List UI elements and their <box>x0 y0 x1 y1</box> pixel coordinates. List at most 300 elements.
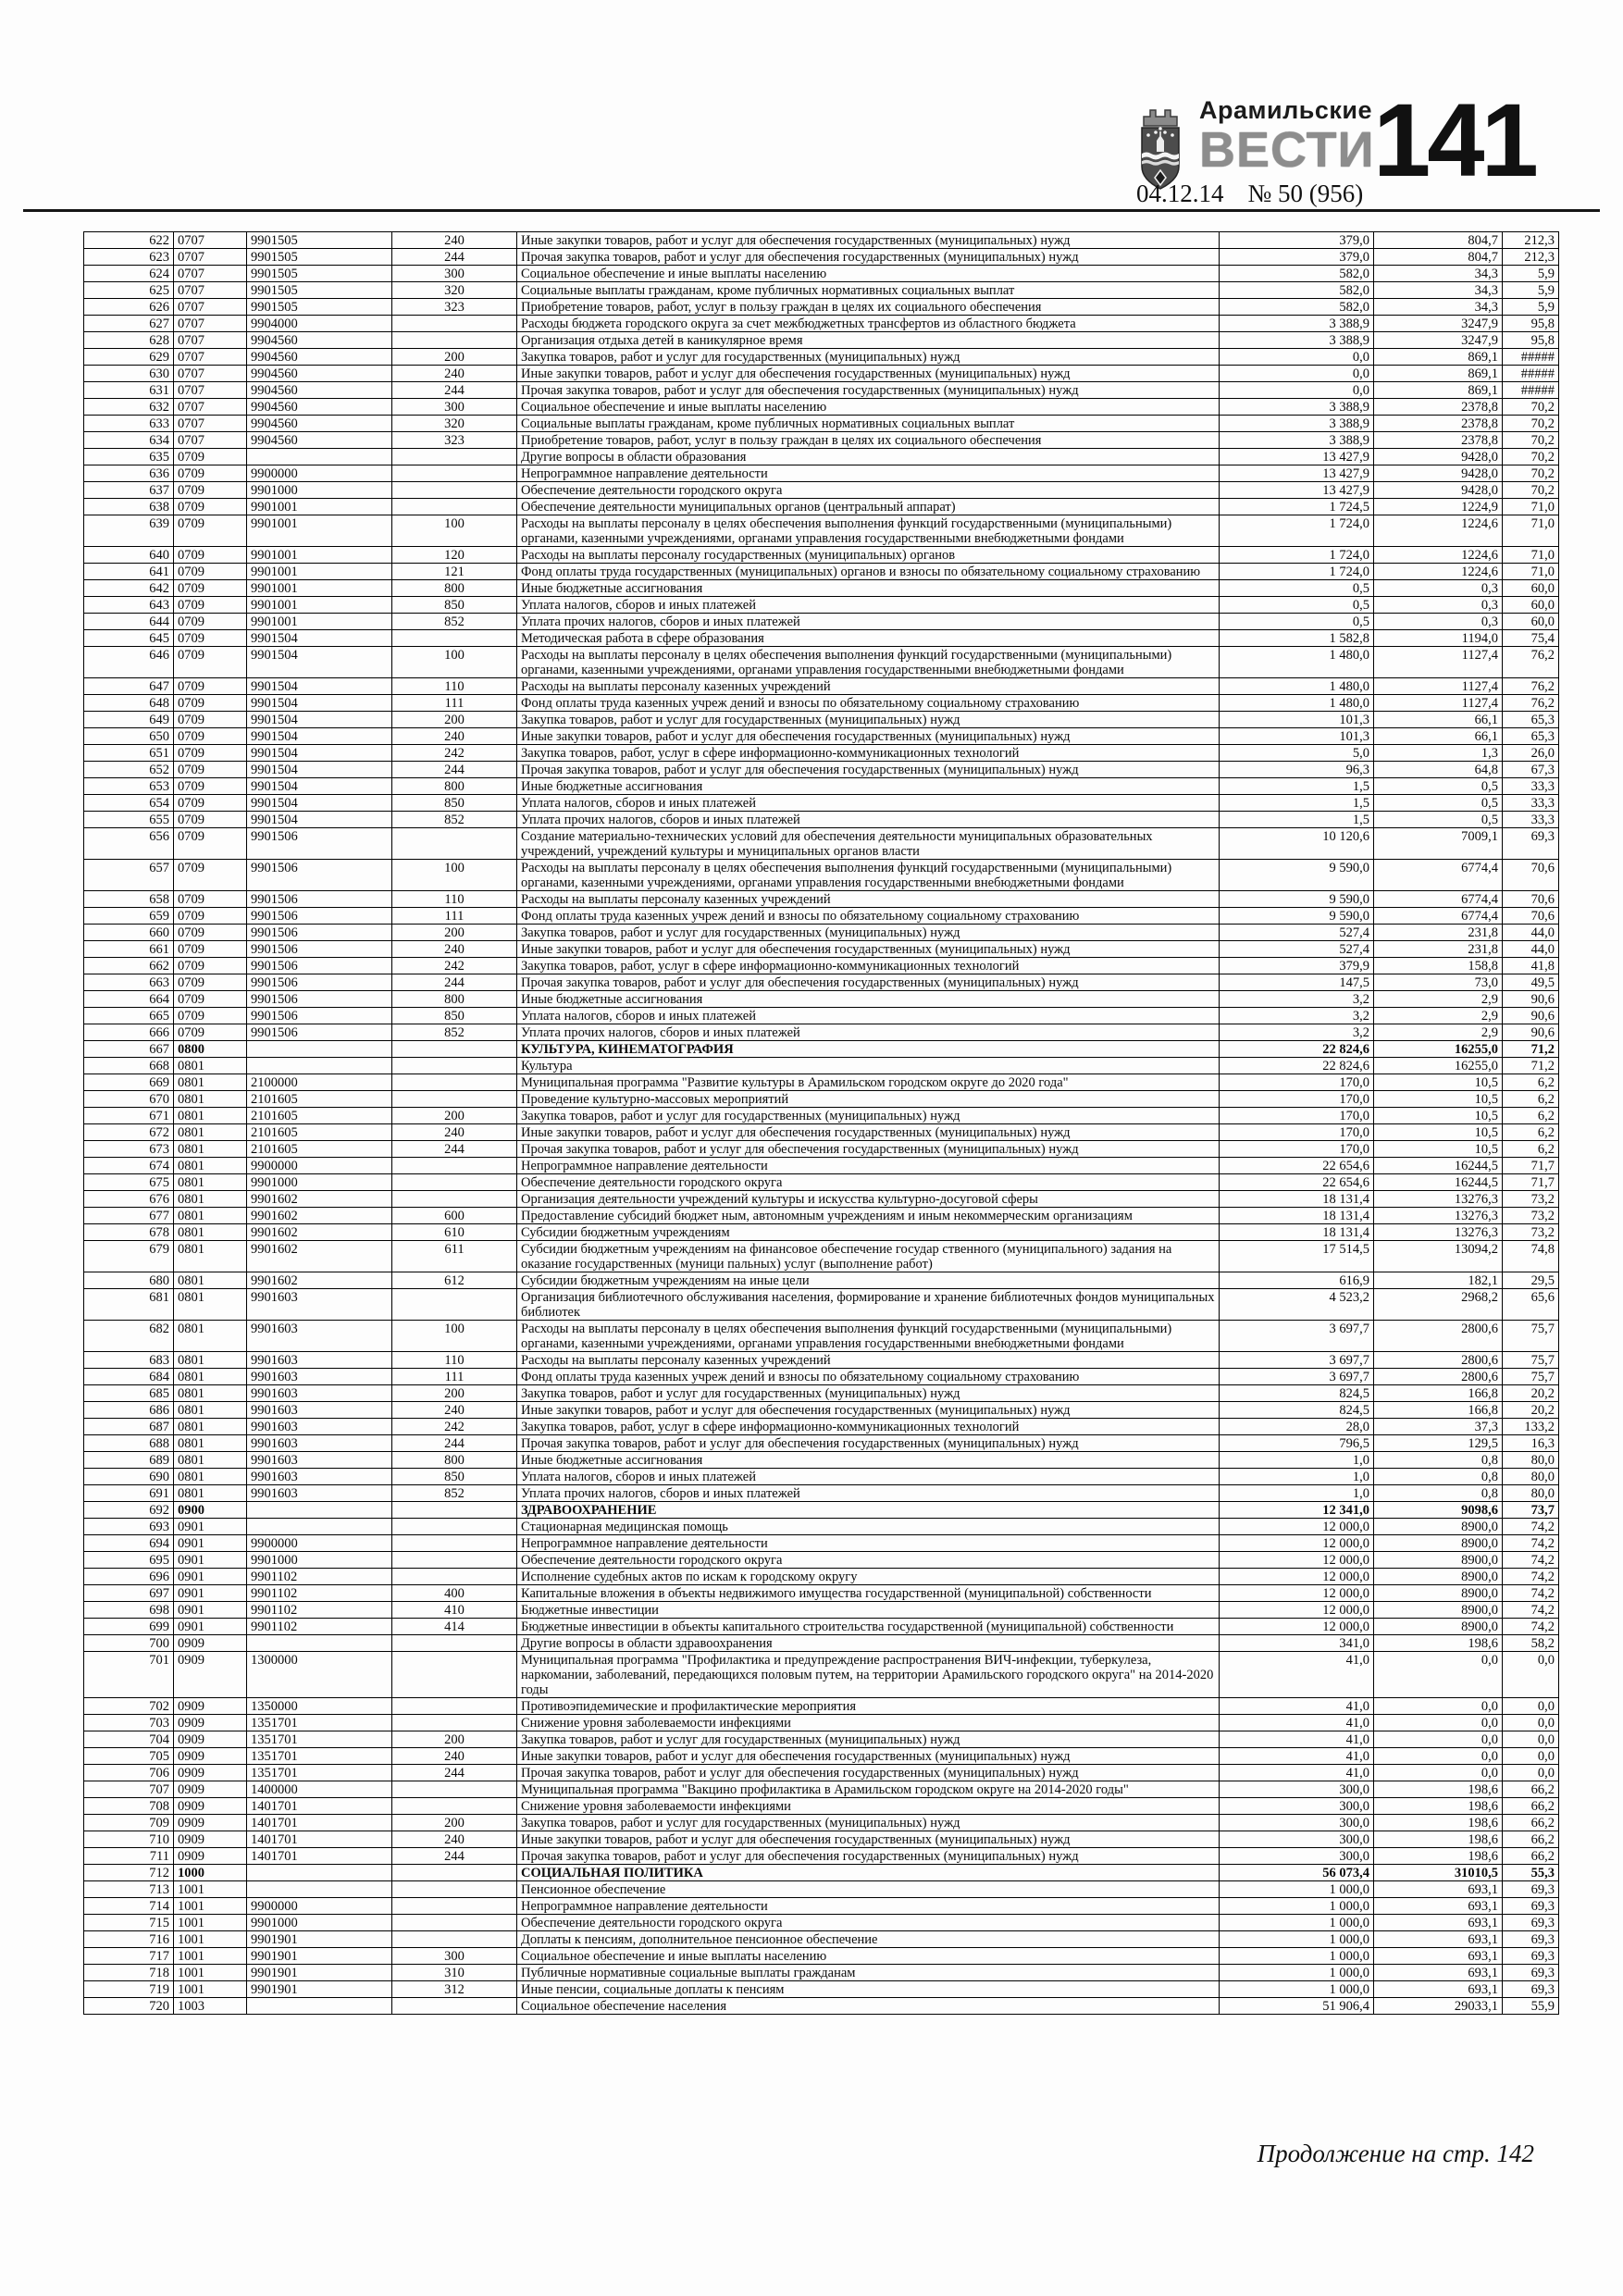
row-number-cell: 698 <box>84 1602 174 1619</box>
expense-name-cell: Расходы на выплаты персоналу в целях обеспечения выполнения функций государственными (муниципальными) органами, казенными учреждениями, органами управления государственными внебюджетными фондами <box>517 647 1220 678</box>
expense-name-cell: Противоэпидемические и профилактические мероприятия <box>517 1698 1220 1715</box>
expense-name-cell: Прочая закупка товаров, работ и услуг для обеспечения государственных (муниципальных) нужд <box>517 762 1220 778</box>
row-number-cell: 718 <box>84 1965 174 1981</box>
table-row <box>84 249 1559 266</box>
section-code-cell: 0709 <box>174 728 247 745</box>
section-code-cell: 0801 <box>174 1241 247 1272</box>
target-article-cell: 9901000 <box>247 482 392 499</box>
expense-name-cell: Расходы на выплаты персоналу в целях обеспечения выполнения функций государственными (муниципальными) органами, казенными учреждениями, органами управления государственными внебюджетными фондами <box>517 860 1220 891</box>
target-article-cell: 9904560 <box>247 432 392 449</box>
expense-name-cell: Социальное обеспечение и иные выплаты населению <box>517 1948 1220 1965</box>
section-code-cell: 0707 <box>174 399 247 416</box>
percent-cell: 71,0 <box>1503 564 1559 580</box>
expense-name-cell: Прочая закупка товаров, работ и услуг для обеспечения государственных (муниципальных) нужд <box>517 1848 1220 1865</box>
expense-name-cell: Иные закупки товаров, работ и услуг для обеспечения государственных (муниципальных) нужд <box>517 366 1220 382</box>
fact-amount-cell: 693,1 <box>1374 1915 1503 1931</box>
target-article-cell: 9901504 <box>247 745 392 762</box>
expense-name-cell: Расходы на выплаты персоналу казенных учреждений <box>517 891 1220 908</box>
fact-amount-cell: 0,8 <box>1374 1485 1503 1502</box>
row-number-cell: 715 <box>84 1915 174 1931</box>
expense-name-cell: Проведение культурно-массовых мероприятий <box>517 1091 1220 1108</box>
percent-cell: 74,2 <box>1503 1535 1559 1552</box>
fact-amount-cell: 0,5 <box>1374 778 1503 795</box>
table-row <box>84 580 1559 597</box>
row-number-cell: 668 <box>84 1058 174 1074</box>
target-article-cell: 9901102 <box>247 1585 392 1602</box>
row-number-cell: 627 <box>84 316 174 332</box>
expense-type-cell: 300 <box>392 1948 517 1965</box>
expense-name-cell: Непрограммное направление деятельности <box>517 465 1220 482</box>
target-article-cell: 2101605 <box>247 1091 392 1108</box>
target-article-cell: 9901603 <box>247 1289 392 1321</box>
percent-cell: 70,2 <box>1503 449 1559 465</box>
percent-cell: 71,7 <box>1503 1158 1559 1174</box>
table-row <box>84 1915 1559 1931</box>
table-row <box>84 1552 1559 1569</box>
expense-type-cell <box>392 499 517 515</box>
row-number-cell: 626 <box>84 299 174 316</box>
fact-amount-cell: 0,0 <box>1374 1652 1503 1698</box>
table-row <box>84 416 1559 432</box>
expense-type-cell <box>392 1652 517 1698</box>
expense-name-cell: Иные бюджетные ассигнования <box>517 778 1220 795</box>
plan-amount-cell: 1 724,0 <box>1220 547 1374 564</box>
fact-amount-cell: 869,1 <box>1374 349 1503 366</box>
plan-amount-cell: 1 000,0 <box>1220 1948 1374 1965</box>
row-number-cell: 678 <box>84 1224 174 1241</box>
expense-type-cell <box>392 316 517 332</box>
expense-name-cell: СОЦИАЛЬНАЯ ПОЛИТИКА <box>517 1865 1220 1881</box>
section-code-cell: 0909 <box>174 1715 247 1731</box>
target-article-cell: 9901603 <box>247 1352 392 1369</box>
percent-cell: 0,0 <box>1503 1765 1559 1781</box>
expense-type-cell: 244 <box>392 1435 517 1452</box>
expense-type-cell: 244 <box>392 974 517 991</box>
expense-name-cell: Расходы на выплаты персоналу казенных учреждений <box>517 1352 1220 1369</box>
target-article-cell: 9901603 <box>247 1369 392 1385</box>
target-article-cell: 9901000 <box>247 1915 392 1931</box>
expense-name-cell: Иные закупки товаров, работ и услуг для обеспечения государственных (муниципальных) нужд <box>517 1831 1220 1848</box>
row-number-cell: 635 <box>84 449 174 465</box>
expense-type-cell: 800 <box>392 580 517 597</box>
percent-cell: 75,7 <box>1503 1352 1559 1369</box>
section-code-cell: 0801 <box>174 1224 247 1241</box>
row-number-cell: 696 <box>84 1569 174 1585</box>
fact-amount-cell: 2,9 <box>1374 1008 1503 1024</box>
row-number-cell: 634 <box>84 432 174 449</box>
table-row <box>84 778 1559 795</box>
plan-amount-cell: 824,5 <box>1220 1385 1374 1402</box>
plan-amount-cell: 3 388,9 <box>1220 332 1374 349</box>
table-row <box>84 1402 1559 1419</box>
expense-type-cell: 100 <box>392 647 517 678</box>
section-code-cell: 0801 <box>174 1352 247 1369</box>
plan-amount-cell: 0,0 <box>1220 366 1374 382</box>
expense-name-cell: Фонд оплаты труда казенных учреж дений и взносы по обязательному социальному страхованию <box>517 908 1220 925</box>
target-article-cell: 9901102 <box>247 1569 392 1585</box>
target-article-cell: 9904560 <box>247 399 392 416</box>
table-row <box>84 1831 1559 1848</box>
section-code-cell: 0709 <box>174 891 247 908</box>
percent-cell: 33,3 <box>1503 778 1559 795</box>
expense-name-cell: Социальное обеспечение населения <box>517 1998 1220 2015</box>
expense-name-cell: Социальные выплаты гражданам, кроме публичных нормативных социальных выплат <box>517 416 1220 432</box>
expense-name-cell: Предоставление субсидий бюджет ным, автономным учреждениям и иным некоммерческим организациям <box>517 1208 1220 1224</box>
fact-amount-cell: 7009,1 <box>1374 828 1503 860</box>
percent-cell: 74,8 <box>1503 1241 1559 1272</box>
expense-name-cell: Фонд оплаты труда казенных учреж дений и взносы по обязательному социальному страхованию <box>517 695 1220 712</box>
fact-amount-cell: 1127,4 <box>1374 695 1503 712</box>
fact-amount-cell: 64,8 <box>1374 762 1503 778</box>
table-row <box>84 1452 1559 1469</box>
expense-name-cell: Исполнение судебных актов по искам к городскому округу <box>517 1569 1220 1585</box>
expense-name-cell: Прочая закупка товаров, работ и услуг для обеспечения государственных (муниципальных) нужд <box>517 974 1220 991</box>
table-row <box>84 1965 1559 1981</box>
expense-name-cell: Расходы на выплаты персоналу государственных (муниципальных) органов <box>517 547 1220 564</box>
percent-cell: 0,0 <box>1503 1748 1559 1765</box>
row-number-cell: 680 <box>84 1272 174 1289</box>
expense-type-cell <box>392 1715 517 1731</box>
percent-cell: 66,2 <box>1503 1798 1559 1815</box>
target-article-cell <box>247 1519 392 1535</box>
percent-cell: 66,2 <box>1503 1831 1559 1848</box>
target-article-cell: 9901504 <box>247 728 392 745</box>
plan-amount-cell: 300,0 <box>1220 1848 1374 1865</box>
table-row <box>84 1289 1559 1321</box>
fact-amount-cell: 66,1 <box>1374 712 1503 728</box>
fact-amount-cell: 8900,0 <box>1374 1535 1503 1552</box>
table-row <box>84 1569 1559 1585</box>
table-row <box>84 1321 1559 1352</box>
section-code-cell: 0801 <box>174 1369 247 1385</box>
fact-amount-cell: 8900,0 <box>1374 1619 1503 1635</box>
fact-amount-cell: 0,5 <box>1374 812 1503 828</box>
issue-number: № 50 (956) <box>1247 180 1364 207</box>
section-code-cell: 0801 <box>174 1091 247 1108</box>
target-article-cell <box>247 449 392 465</box>
section-code-cell: 0707 <box>174 316 247 332</box>
expense-type-cell: 850 <box>392 1008 517 1024</box>
table-row <box>84 1091 1559 1108</box>
fact-amount-cell: 10,5 <box>1374 1108 1503 1124</box>
plan-amount-cell: 3,2 <box>1220 1008 1374 1024</box>
section-code-cell: 1001 <box>174 1898 247 1915</box>
plan-amount-cell: 300,0 <box>1220 1831 1374 1848</box>
table-row <box>84 1602 1559 1619</box>
table-row <box>84 349 1559 366</box>
expense-type-cell <box>392 1698 517 1715</box>
target-article-cell: 9904560 <box>247 349 392 366</box>
plan-amount-cell: 41,0 <box>1220 1765 1374 1781</box>
expense-type-cell: 400 <box>392 1585 517 1602</box>
target-article-cell: 2101605 <box>247 1124 392 1141</box>
table-row <box>84 925 1559 941</box>
section-code-cell: 0901 <box>174 1552 247 1569</box>
percent-cell: 69,3 <box>1503 1965 1559 1981</box>
expense-type-cell: 852 <box>392 812 517 828</box>
table-row <box>84 1948 1559 1965</box>
expense-type-cell: 110 <box>392 1352 517 1369</box>
fact-amount-cell: 1127,4 <box>1374 647 1503 678</box>
expense-type-cell <box>392 1781 517 1798</box>
target-article-cell: 9901504 <box>247 647 392 678</box>
section-code-cell: 0801 <box>174 1074 247 1091</box>
row-number-cell: 624 <box>84 266 174 282</box>
row-number-cell: 666 <box>84 1024 174 1041</box>
plan-amount-cell: 1 724,0 <box>1220 564 1374 580</box>
expense-name-cell: Бюджетные инвестиции <box>517 1602 1220 1619</box>
target-article-cell: 9901506 <box>247 941 392 958</box>
expense-name-cell: Иные закупки товаров, работ и услуг для обеспечения государственных (муниципальных) нужд <box>517 232 1220 249</box>
plan-amount-cell: 18 131,4 <box>1220 1224 1374 1241</box>
expense-name-cell: Закупка товаров, работ и услуг для государственных (муниципальных) нужд <box>517 1385 1220 1402</box>
plan-amount-cell: 12 000,0 <box>1220 1585 1374 1602</box>
expense-type-cell: 850 <box>392 1469 517 1485</box>
table-row <box>84 1141 1559 1158</box>
row-number-cell: 709 <box>84 1815 174 1831</box>
expense-type-cell <box>392 465 517 482</box>
percent-cell: 60,0 <box>1503 614 1559 630</box>
table-row <box>84 1158 1559 1174</box>
section-code-cell: 1001 <box>174 1881 247 1898</box>
row-number-cell: 685 <box>84 1385 174 1402</box>
expense-name-cell: Расходы на выплаты персоналу казенных учреждений <box>517 678 1220 695</box>
target-article-cell: 9900000 <box>247 1158 392 1174</box>
plan-amount-cell: 9 590,0 <box>1220 908 1374 925</box>
table-row <box>84 1108 1559 1124</box>
expense-name-cell: Уплата налогов, сборов и иных платежей <box>517 795 1220 812</box>
expense-type-cell: 240 <box>392 1402 517 1419</box>
plan-amount-cell: 3 388,9 <box>1220 432 1374 449</box>
table-row <box>84 941 1559 958</box>
row-number-cell: 714 <box>84 1898 174 1915</box>
row-number-cell: 660 <box>84 925 174 941</box>
plan-amount-cell: 9 590,0 <box>1220 891 1374 908</box>
plan-amount-cell: 582,0 <box>1220 266 1374 282</box>
plan-amount-cell: 582,0 <box>1220 299 1374 316</box>
target-article-cell: 9901602 <box>247 1191 392 1208</box>
expense-name-cell: Уплата налогов, сборов и иных платежей <box>517 1008 1220 1024</box>
table-row <box>84 991 1559 1008</box>
percent-cell: ##### <box>1503 382 1559 399</box>
row-number-cell: 675 <box>84 1174 174 1191</box>
row-number-cell: 705 <box>84 1748 174 1765</box>
row-number-cell: 645 <box>84 630 174 647</box>
section-code-cell: 0709 <box>174 482 247 499</box>
plan-amount-cell: 1 480,0 <box>1220 678 1374 695</box>
fact-amount-cell: 1224,6 <box>1374 547 1503 564</box>
fact-amount-cell: 6774,4 <box>1374 891 1503 908</box>
expense-type-cell: 410 <box>392 1602 517 1619</box>
table-row <box>84 1535 1559 1552</box>
expense-name-cell: Капитальные вложения в объекты недвижимого имущества государственной (муниципальной) собственности <box>517 1585 1220 1602</box>
target-article-cell: 9901506 <box>247 860 392 891</box>
page-number: 141 <box>1373 82 1535 198</box>
table-row <box>84 908 1559 925</box>
section-code-cell: 0707 <box>174 416 247 432</box>
section-code-cell: 0709 <box>174 974 247 991</box>
expense-name-cell: Иные закупки товаров, работ и услуг для обеспечения государственных (муниципальных) нужд <box>517 728 1220 745</box>
expense-type-cell <box>392 482 517 499</box>
expense-name-cell: Уплата прочих налогов, сборов и иных платежей <box>517 614 1220 630</box>
expense-type-cell <box>392 1502 517 1519</box>
percent-cell: 90,6 <box>1503 991 1559 1008</box>
target-article-cell: 9901505 <box>247 249 392 266</box>
newspaper-name <box>1199 96 1375 178</box>
expense-type-cell: 612 <box>392 1272 517 1289</box>
row-number-cell: 708 <box>84 1798 174 1815</box>
row-number-cell: 686 <box>84 1402 174 1419</box>
section-code-cell: 0709 <box>174 908 247 925</box>
section-code-cell: 0709 <box>174 580 247 597</box>
row-number-cell: 625 <box>84 282 174 299</box>
fact-amount-cell: 1224,9 <box>1374 499 1503 515</box>
plan-amount-cell: 12 000,0 <box>1220 1602 1374 1619</box>
expense-name-cell: Социальные выплаты гражданам, кроме публичных нормативных социальных выплат <box>517 282 1220 299</box>
plan-amount-cell: 1 000,0 <box>1220 1898 1374 1915</box>
expense-type-cell: 852 <box>392 1024 517 1041</box>
expense-name-cell: Уплата прочих налогов, сборов и иных платежей <box>517 1485 1220 1502</box>
fact-amount-cell: 198,6 <box>1374 1815 1503 1831</box>
target-article-cell: 9904000 <box>247 316 392 332</box>
expense-name-cell: Обеспечение деятельности городского округа <box>517 1174 1220 1191</box>
target-article-cell: 9901603 <box>247 1485 392 1502</box>
plan-amount-cell: 51 906,4 <box>1220 1998 1374 2015</box>
section-code-cell: 0709 <box>174 695 247 712</box>
percent-cell: 6,2 <box>1503 1074 1559 1091</box>
row-number-cell: 653 <box>84 778 174 795</box>
row-number-cell: 716 <box>84 1931 174 1948</box>
table-row <box>84 712 1559 728</box>
target-article-cell: 9901506 <box>247 908 392 925</box>
continuation-note: Продолжение на стр. 142 <box>1257 2140 1534 2167</box>
expense-name-cell: Организация отдыха детей в каникулярное время <box>517 332 1220 349</box>
percent-cell: 70,6 <box>1503 891 1559 908</box>
target-article-cell: 9904560 <box>247 416 392 432</box>
section-code-cell: 0909 <box>174 1731 247 1748</box>
plan-amount-cell: 41,0 <box>1220 1698 1374 1715</box>
fact-amount-cell: 0,0 <box>1374 1731 1503 1748</box>
section-code-cell: 0709 <box>174 925 247 941</box>
table-row <box>84 1881 1559 1898</box>
percent-cell: 74,2 <box>1503 1552 1559 1569</box>
expense-type-cell: 110 <box>392 678 517 695</box>
fact-amount-cell: 29033,1 <box>1374 1998 1503 2015</box>
percent-cell: 80,0 <box>1503 1485 1559 1502</box>
row-number-cell: 707 <box>84 1781 174 1798</box>
section-code-cell: 1003 <box>174 1998 247 2015</box>
expense-type-cell: 244 <box>392 762 517 778</box>
expense-type-cell: 240 <box>392 366 517 382</box>
expense-name-cell: Субсидии бюджетным учреждениям на финансовое обеспечение государ ственного (муниципального) задания на оказание государственных (муници пальных) услуг (выполнение работ) <box>517 1241 1220 1272</box>
fact-amount-cell: 34,3 <box>1374 299 1503 316</box>
expense-type-cell <box>392 1552 517 1569</box>
percent-cell: 70,2 <box>1503 482 1559 499</box>
target-article-cell: 9901506 <box>247 974 392 991</box>
fact-amount-cell: 166,8 <box>1374 1385 1503 1402</box>
row-number-cell: 650 <box>84 728 174 745</box>
percent-cell: 76,2 <box>1503 695 1559 712</box>
expense-type-cell: 200 <box>392 1731 517 1748</box>
target-article-cell <box>247 1041 392 1058</box>
expense-name-cell: Уплата прочих налогов, сборов и иных платежей <box>517 812 1220 828</box>
target-article-cell: 9901506 <box>247 891 392 908</box>
row-number-cell: 687 <box>84 1419 174 1435</box>
expense-name-cell: Обеспечение деятельности городского округа <box>517 482 1220 499</box>
section-code-cell: 0801 <box>174 1124 247 1141</box>
percent-cell: 73,2 <box>1503 1191 1559 1208</box>
table-row <box>84 399 1559 416</box>
newspaper-name-main: ВЕСТИ <box>1199 122 1375 178</box>
expense-type-cell: 200 <box>392 349 517 366</box>
plan-amount-cell: 379,9 <box>1220 958 1374 974</box>
row-number-cell: 623 <box>84 249 174 266</box>
expense-type-cell: 600 <box>392 1208 517 1224</box>
expense-type-cell <box>392 1569 517 1585</box>
section-code-cell: 0709 <box>174 1024 247 1041</box>
percent-cell: 65,3 <box>1503 728 1559 745</box>
table-row <box>84 482 1559 499</box>
percent-cell: 65,6 <box>1503 1289 1559 1321</box>
target-article-cell: 1351701 <box>247 1765 392 1781</box>
expense-name-cell: Снижение уровня заболеваемости инфекциями <box>517 1798 1220 1815</box>
row-number-cell: 657 <box>84 860 174 891</box>
table-row <box>84 282 1559 299</box>
table-row <box>84 1502 1559 1519</box>
target-article-cell: 9904560 <box>247 382 392 399</box>
expense-type-cell <box>392 1865 517 1881</box>
section-code-cell: 0801 <box>174 1208 247 1224</box>
fact-amount-cell: 16255,0 <box>1374 1041 1503 1058</box>
table-row <box>84 1815 1559 1831</box>
fact-amount-cell: 0,3 <box>1374 580 1503 597</box>
percent-cell: 6,2 <box>1503 1141 1559 1158</box>
fact-amount-cell: 8900,0 <box>1374 1569 1503 1585</box>
target-article-cell: 9901603 <box>247 1452 392 1469</box>
target-article-cell: 9901001 <box>247 547 392 564</box>
newspaper-name-top: Арамильские <box>1199 96 1372 124</box>
plan-amount-cell: 170,0 <box>1220 1074 1374 1091</box>
fact-amount-cell: 0,0 <box>1374 1698 1503 1715</box>
target-article-cell: 9900000 <box>247 465 392 482</box>
plan-amount-cell: 1 000,0 <box>1220 1915 1374 1931</box>
plan-amount-cell: 1,5 <box>1220 812 1374 828</box>
section-code-cell: 0909 <box>174 1652 247 1698</box>
expense-name-cell: Культура <box>517 1058 1220 1074</box>
table-row <box>84 1074 1559 1091</box>
plan-amount-cell: 341,0 <box>1220 1635 1374 1652</box>
table-row <box>84 232 1559 249</box>
expense-type-cell: 110 <box>392 891 517 908</box>
fact-amount-cell: 34,3 <box>1374 266 1503 282</box>
expense-name-cell: Непрограммное направление деятельности <box>517 1535 1220 1552</box>
expense-type-cell: 310 <box>392 1965 517 1981</box>
table-row <box>84 1998 1559 2015</box>
fact-amount-cell: 1224,6 <box>1374 564 1503 580</box>
plan-amount-cell: 1 724,5 <box>1220 499 1374 515</box>
target-article-cell: 9901001 <box>247 580 392 597</box>
expense-name-cell: Иные бюджетные ассигнования <box>517 580 1220 597</box>
expense-type-cell: 800 <box>392 991 517 1008</box>
section-code-cell: 0709 <box>174 564 247 580</box>
expense-type-cell: 852 <box>392 614 517 630</box>
row-number-cell: 661 <box>84 941 174 958</box>
plan-amount-cell: 582,0 <box>1220 282 1374 299</box>
plan-amount-cell: 170,0 <box>1220 1108 1374 1124</box>
row-number-cell: 632 <box>84 399 174 416</box>
expense-type-cell: 850 <box>392 597 517 614</box>
plan-amount-cell: 22 654,6 <box>1220 1174 1374 1191</box>
